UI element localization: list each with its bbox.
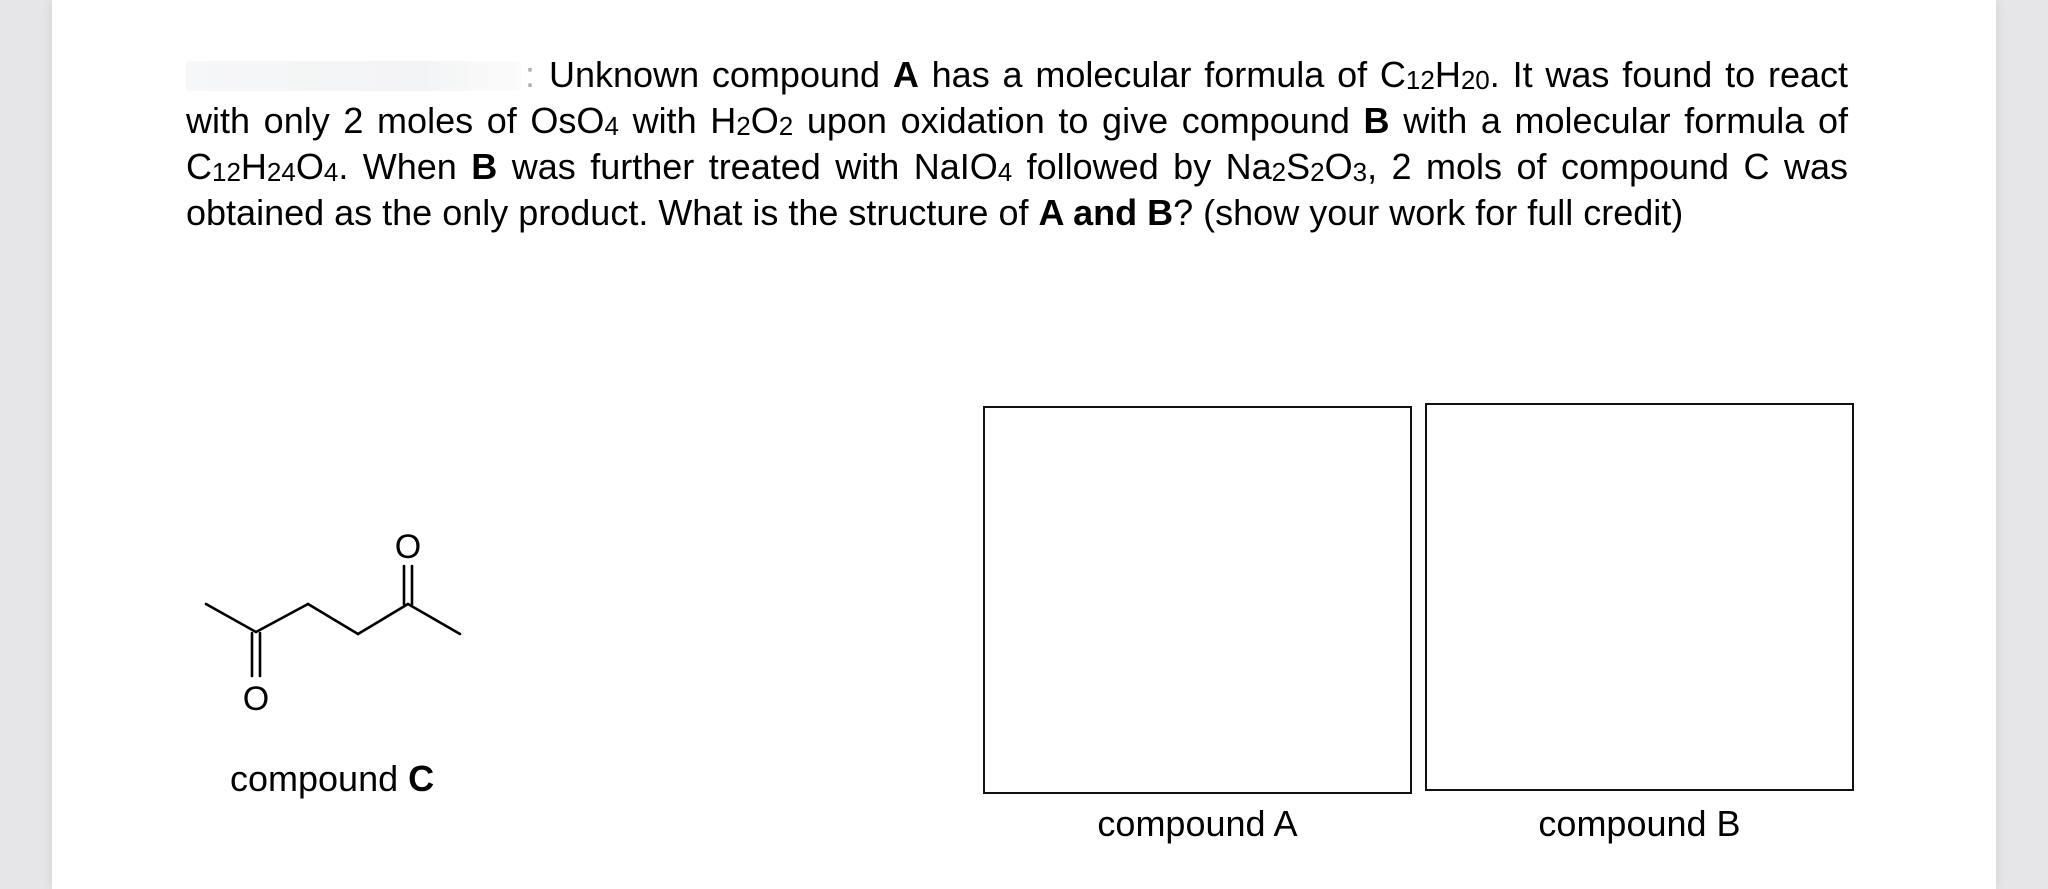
bond-c1-c2 bbox=[206, 604, 256, 632]
oxygen-atom-bottom: O bbox=[242, 680, 270, 718]
bond-c5-c6 bbox=[408, 604, 460, 634]
compound-b-answer-box[interactable] bbox=[1425, 403, 1854, 791]
obscured-question-number bbox=[186, 61, 521, 91]
bond-c4-c5 bbox=[358, 604, 408, 634]
question-text: : Unknown compound A has a molecular formula of $C_{12}H_{20}$. It was found to react with only 2 moles of OsO$_4$ with $H_2O_2$ upon oxidation to give compound B with a molecular formula of $C_{12}H_{24}O_4$. When B was further treated with NaIO$_4$ followed by $Na_2S_2O_3$, 2 mols of compound C was obtained as the only product. What is the structure of A and B? (show your work for full credit) bbox=[186, 54, 1849, 233]
compound-c-label: compound C bbox=[230, 758, 435, 799]
compound-c-structure bbox=[196, 520, 476, 720]
compound-b-label: compound B bbox=[1538, 803, 1741, 844]
bond-c2-c3 bbox=[256, 604, 308, 632]
compound-a-label: compound A bbox=[1097, 803, 1298, 844]
oxygen-atom-top: O bbox=[394, 528, 422, 566]
bond-c3-c4 bbox=[308, 604, 358, 634]
compound-a-answer-box[interactable] bbox=[983, 406, 1412, 794]
question-colon: : bbox=[525, 54, 536, 95]
